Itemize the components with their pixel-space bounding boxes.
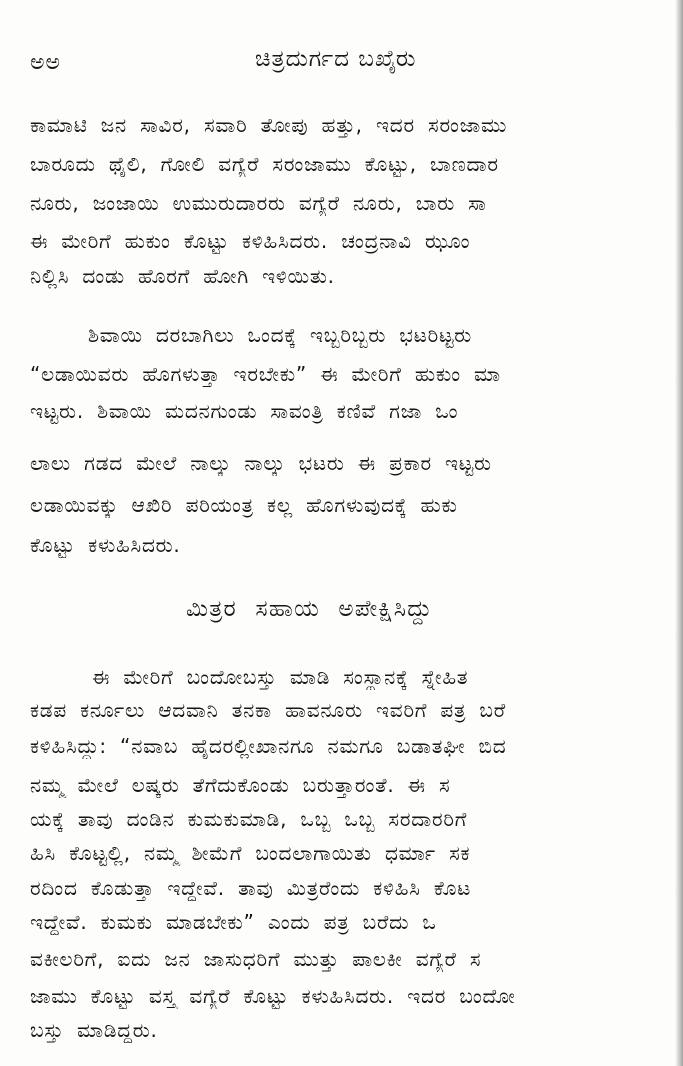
text-line: ಶಿವಾಯಿ ದರಬಾಗಿಲು ಒಂದಕ್ಕೆ ಇಬ್ಬರಿಬ್ಬರು ಭಟರಿಟ್ಟರು: [88, 323, 473, 347]
text-line: ಲಾಲು ಗಡದ ಮೇಲೆ ನಾಲ್ಕು ನಾಲ್ಕು ಭಟರು ಈ ಪ್ರಕಾರ ಇಟ್ಟರು: [30, 451, 492, 475]
text-line: ರದಿಂದ ಕೊಡುತ್ತಾ ಇದ್ದೇವೆ. ತಾವು ಮಿತ್ರರೆಂದು ಕಳಿಹಿಸಿ ಕೊಟ: [30, 876, 472, 900]
text-line: ಯಕ್ಕೆ ತಾವು ದಂಡಿನ ಕುಮಕುಮಾಡಿ, ಒಬ್ಬ ಒಬ್ಬ ಸರದಾರರಿಗೆ: [30, 807, 468, 831]
text-line: ಇಟ್ಟರು. ಶಿವಾಯಿ ಮದನಗುಂಡು ಸಾವಂತ್ರಿ ಕಣಿವೆ ಗಜಾ ಒಂ: [30, 399, 459, 423]
page-edge-shadow: [675, 0, 683, 1066]
text-line: ಕಳಿಹಿಸಿದ್ದು: “ನವಾಬ ಹೈದರಲ್ಲೀಖಾನಗೂ ನಮಗೂ ಬಡಾತಘೀ ಬಿದ: [30, 734, 507, 758]
text-line: ವಕೀಲರಿಗೆ, ಐದು ಜನ ಜಾಸುಧರಿಗೆ ಮುತ್ತು ಪಾಲಕೀ ವಗ್ಯೆರೆ ಸ: [30, 947, 482, 971]
text-line: ನಿಲ್ಲಿಸಿ ದಂಡು ಹೊರಗೆ ಹೋಗಿ ಇಳಿಯಿತು.: [30, 264, 335, 288]
section-heading: ಮಿತ್ರರ ಸಹಾಯ ಅಪೇಕ್ಷಿಸಿದ್ದು: [186, 596, 433, 622]
text-line: ಕೊಟ್ಟು ಕಳುಹಿಸಿದರು.: [30, 533, 181, 557]
text-line: ಜಾಮು ಕೊಟ್ಟು ವಸ್ತ್ರ ವಗ್ಯೆರೆ ಕೊಟ್ಟು ಕಳುಹಿಸಿದರು. ಇದರ ಬಂದೋ: [30, 984, 516, 1008]
text-line: “ಲಡಾಯಿವರು ಹೊಗಳುತ್ತಾ ಇರಬೇಕು” ಈ ಮೇರಿಗೆ ಹುಕುಂ ಮಾ: [30, 362, 501, 386]
page-header: [0, 46, 683, 82]
text-line: ಲಡಾಯಿವಕ್ಕು ಆಖಿರಿ ಪರಿಯಂತ್ರ ಕಲ್ಲ ಹೊಗಳುವುದಕ್ಕೆ ಹುಕು: [30, 493, 458, 517]
running-title: ಚಿತ್ರದುರ್ಗದ ಬಖೈರು: [255, 46, 417, 72]
text-line: ಈ ಮೇರಿಗೆ ಬಂದೋಬಸ್ತು ಮಾಡಿ ಸಂಸ್ಥಾನಕ್ಕೆ ಸ್ನೇಹಿತ: [92, 665, 469, 689]
page-number: ಅಅ: [30, 50, 61, 75]
text-line: ಕಡಪ ಕರ್ನೂಲು ಆದವಾನಿ ತನಕಾ ಹಾವನೂರು ಇವರಿಗೆ ಪತ್ರ ಬರೆ: [30, 698, 506, 722]
text-line: ಬಾರೂದು ಥೈಲಿ, ಗೋಲಿ ವಗ್ಯೆರೆ ಸರಂಜಾಮು ಕೊಟ್ಟು, ಬಾಣದಾರ: [30, 152, 499, 176]
text-line: ಕಾಮಾಟಿ ಜನ ಸಾವಿರ, ಸವಾರಿ ತೋಪು ಹತ್ತು, ಇದರ ಸರಂಜಾಮು: [30, 113, 508, 137]
text-line: ನಮ್ಮ ಮೇಲೆ ಲಷ್ಕರು ತೆಗೆದುಕೊಂಡು ಬರುತ್ತಾರಂತೆ. ಈ ಸ: [30, 773, 451, 797]
text-line: ಹಿಸಿ ಕೊಟ್ಟಲ್ಲಿ, ನಮ್ಮ ಶೀಮೆಗೆ ಬಂದಲಾಗಾಯಿತು ಧರ್ಮಾ ಸಕ: [30, 841, 471, 865]
text-line: ಇದ್ದೇವೆ. ಕುಮಕು ಮಾಡಬೇಕು” ಎಂದು ಪತ್ರ ಬರೆದು ಒ: [30, 910, 437, 934]
text-line: ಬಸ್ತು ಮಾಡಿದ್ದರು.: [30, 1018, 158, 1042]
text-line: ಈ ಮೇರಿಗೆ ಹುಕುಂ ಕೊಟ್ಟು ಕಳಿಹಿಸಿದರು. ಚಂದ್ರನಾವಿ ಝೂಂ: [30, 229, 471, 253]
text-line: ನೂರು, ಜಂಜಾಯಿ ಉಮುರುದಾರರು ವಗ್ಯೆರೆ ನೂರು, ಬಾರು ಸಾ: [30, 191, 487, 215]
